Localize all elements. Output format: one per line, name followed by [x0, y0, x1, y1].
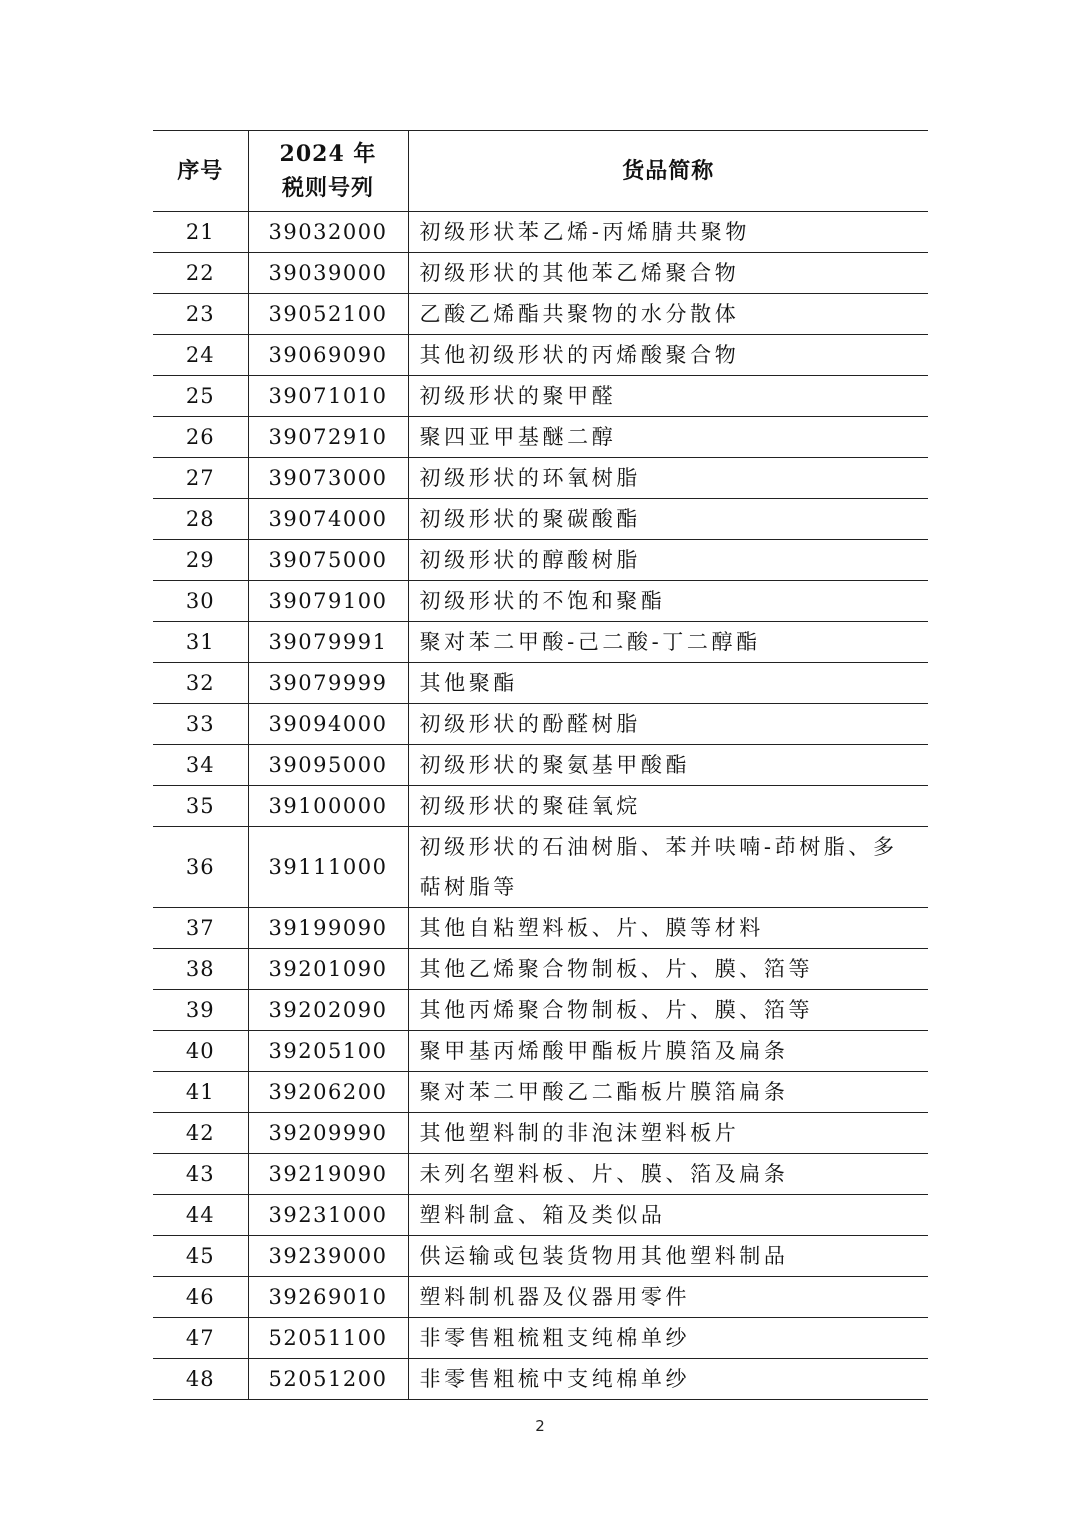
row-goods-name: 塑料制机器及仪器用零件 — [408, 1277, 928, 1318]
table-row — [153, 417, 928, 458]
row-seq: 48 — [153, 1359, 248, 1400]
table-row — [153, 499, 928, 540]
row-seq: 27 — [153, 458, 248, 499]
header-tariff-code-line2: 税则号列 — [281, 175, 374, 201]
table-row — [153, 827, 928, 908]
row-tariff-code: 52051100 — [248, 1318, 408, 1359]
table-row — [153, 1277, 928, 1318]
row-goods-name: 初级形状的不饱和聚酯 — [408, 581, 928, 622]
row-tariff-code: 52051200 — [248, 1359, 408, 1400]
row-seq: 29 — [153, 540, 248, 581]
row-seq: 34 — [153, 745, 248, 786]
row-tariff-code: 39079991 — [248, 622, 408, 663]
row-goods-name: 初级形状苯乙烯-丙烯腈共聚物 — [408, 212, 928, 253]
row-seq: 30 — [153, 581, 248, 622]
row-goods-name: 初级形状的聚碳酸酯 — [408, 499, 928, 540]
row-seq: 38 — [153, 949, 248, 990]
row-seq: 26 — [153, 417, 248, 458]
row-tariff-code: 39206200 — [248, 1072, 408, 1113]
row-seq: 36 — [153, 827, 248, 908]
row-tariff-code: 39095000 — [248, 745, 408, 786]
table-row — [153, 458, 928, 499]
row-goods-name: 聚甲基丙烯酸甲酯板片膜箔及扁条 — [408, 1031, 928, 1072]
row-goods-name: 初级形状的石油树脂、苯并呋喃-茚树脂、多萜树脂等 — [408, 827, 928, 908]
table-row — [153, 1359, 928, 1400]
row-tariff-code: 39094000 — [248, 704, 408, 745]
table-row — [153, 1031, 928, 1072]
row-tariff-code: 39231000 — [248, 1195, 408, 1236]
row-seq: 40 — [153, 1031, 248, 1072]
tariff-table-container — [153, 130, 928, 1400]
row-goods-name: 聚四亚甲基醚二醇 — [408, 417, 928, 458]
row-tariff-code: 39199090 — [248, 908, 408, 949]
row-seq: 39 — [153, 990, 248, 1031]
row-goods-name: 初级形状的聚甲醛 — [408, 376, 928, 417]
row-tariff-code: 39079999 — [248, 663, 408, 704]
row-goods-name: 非零售粗梳中支纯棉单纱 — [408, 1359, 928, 1400]
table-row — [153, 1154, 928, 1195]
table-row — [153, 1236, 928, 1277]
table-row — [153, 908, 928, 949]
row-tariff-code: 39075000 — [248, 540, 408, 581]
row-tariff-code: 39209990 — [248, 1113, 408, 1154]
row-tariff-code: 39111000 — [248, 827, 408, 908]
row-tariff-code: 39219090 — [248, 1154, 408, 1195]
row-seq: 22 — [153, 253, 248, 294]
page-number: 2 — [535, 1417, 545, 1435]
table-row — [153, 622, 928, 663]
row-tariff-code: 39202090 — [248, 990, 408, 1031]
header-tariff-code — [248, 131, 408, 212]
header-seq: 序号 — [153, 131, 248, 212]
row-goods-name: 其他塑料制的非泡沫塑料板片 — [408, 1113, 928, 1154]
header-tariff-code-line1: 2024 年 — [279, 141, 377, 167]
tariff-table — [153, 130, 928, 1400]
row-tariff-code: 39032000 — [248, 212, 408, 253]
row-tariff-code: 39052100 — [248, 294, 408, 335]
row-goods-name: 塑料制盒、箱及类似品 — [408, 1195, 928, 1236]
row-tariff-code: 39205100 — [248, 1031, 408, 1072]
table-row — [153, 1113, 928, 1154]
row-seq: 35 — [153, 786, 248, 827]
row-goods-name: 初级形状的其他苯乙烯聚合物 — [408, 253, 928, 294]
table-row — [153, 253, 928, 294]
row-tariff-code: 39069090 — [248, 335, 408, 376]
row-goods-name: 未列名塑料板、片、膜、箔及扁条 — [408, 1154, 928, 1195]
row-goods-name: 初级形状的聚硅氧烷 — [408, 786, 928, 827]
row-tariff-code: 39239000 — [248, 1236, 408, 1277]
row-seq: 45 — [153, 1236, 248, 1277]
table-header — [153, 131, 928, 212]
row-goods-name: 初级形状的酚醛树脂 — [408, 704, 928, 745]
row-seq: 47 — [153, 1318, 248, 1359]
row-seq: 37 — [153, 908, 248, 949]
row-tariff-code: 39073000 — [248, 458, 408, 499]
row-tariff-code: 39269010 — [248, 1277, 408, 1318]
row-seq: 24 — [153, 335, 248, 376]
row-seq: 31 — [153, 622, 248, 663]
row-seq: 28 — [153, 499, 248, 540]
row-goods-name: 初级形状的聚氨基甲酸酯 — [408, 745, 928, 786]
table-row — [153, 212, 928, 253]
header-goods-name: 货品简称 — [408, 131, 928, 212]
row-tariff-code: 39201090 — [248, 949, 408, 990]
row-tariff-code: 39074000 — [248, 499, 408, 540]
table-row — [153, 663, 928, 704]
row-seq: 33 — [153, 704, 248, 745]
row-seq: 41 — [153, 1072, 248, 1113]
table-row — [153, 335, 928, 376]
row-tariff-code: 39071010 — [248, 376, 408, 417]
table-row — [153, 1195, 928, 1236]
row-goods-name: 其他聚酯 — [408, 663, 928, 704]
table-row — [153, 581, 928, 622]
row-seq: 21 — [153, 212, 248, 253]
row-tariff-code: 39100000 — [248, 786, 408, 827]
table-row — [153, 786, 928, 827]
table-row — [153, 990, 928, 1031]
row-seq: 23 — [153, 294, 248, 335]
table-row — [153, 1072, 928, 1113]
table-row — [153, 745, 928, 786]
table-row — [153, 376, 928, 417]
header-row — [153, 131, 928, 212]
row-goods-name: 其他初级形状的丙烯酸聚合物 — [408, 335, 928, 376]
row-goods-name: 初级形状的环氧树脂 — [408, 458, 928, 499]
row-seq: 25 — [153, 376, 248, 417]
row-goods-name: 其他丙烯聚合物制板、片、膜、箔等 — [408, 990, 928, 1031]
row-seq: 46 — [153, 1277, 248, 1318]
row-seq: 42 — [153, 1113, 248, 1154]
row-goods-name: 非零售粗梳粗支纯棉单纱 — [408, 1318, 928, 1359]
row-seq: 44 — [153, 1195, 248, 1236]
table-row — [153, 704, 928, 745]
row-seq: 43 — [153, 1154, 248, 1195]
table-row — [153, 294, 928, 335]
row-tariff-code: 39039000 — [248, 253, 408, 294]
row-goods-name: 其他自粘塑料板、片、膜等材料 — [408, 908, 928, 949]
row-seq: 32 — [153, 663, 248, 704]
row-goods-name: 供运输或包装货物用其他塑料制品 — [408, 1236, 928, 1277]
table-row — [153, 1318, 928, 1359]
row-goods-name: 其他乙烯聚合物制板、片、膜、箔等 — [408, 949, 928, 990]
row-goods-name: 乙酸乙烯酯共聚物的水分散体 — [408, 294, 928, 335]
row-goods-name: 聚对苯二甲酸-己二酸-丁二醇酯 — [408, 622, 928, 663]
table-row — [153, 540, 928, 581]
row-tariff-code: 39079100 — [248, 581, 408, 622]
row-goods-name: 初级形状的醇酸树脂 — [408, 540, 928, 581]
table-body — [153, 212, 928, 1400]
row-goods-name: 聚对苯二甲酸乙二酯板片膜箔扁条 — [408, 1072, 928, 1113]
row-tariff-code: 39072910 — [248, 417, 408, 458]
table-row — [153, 949, 928, 990]
